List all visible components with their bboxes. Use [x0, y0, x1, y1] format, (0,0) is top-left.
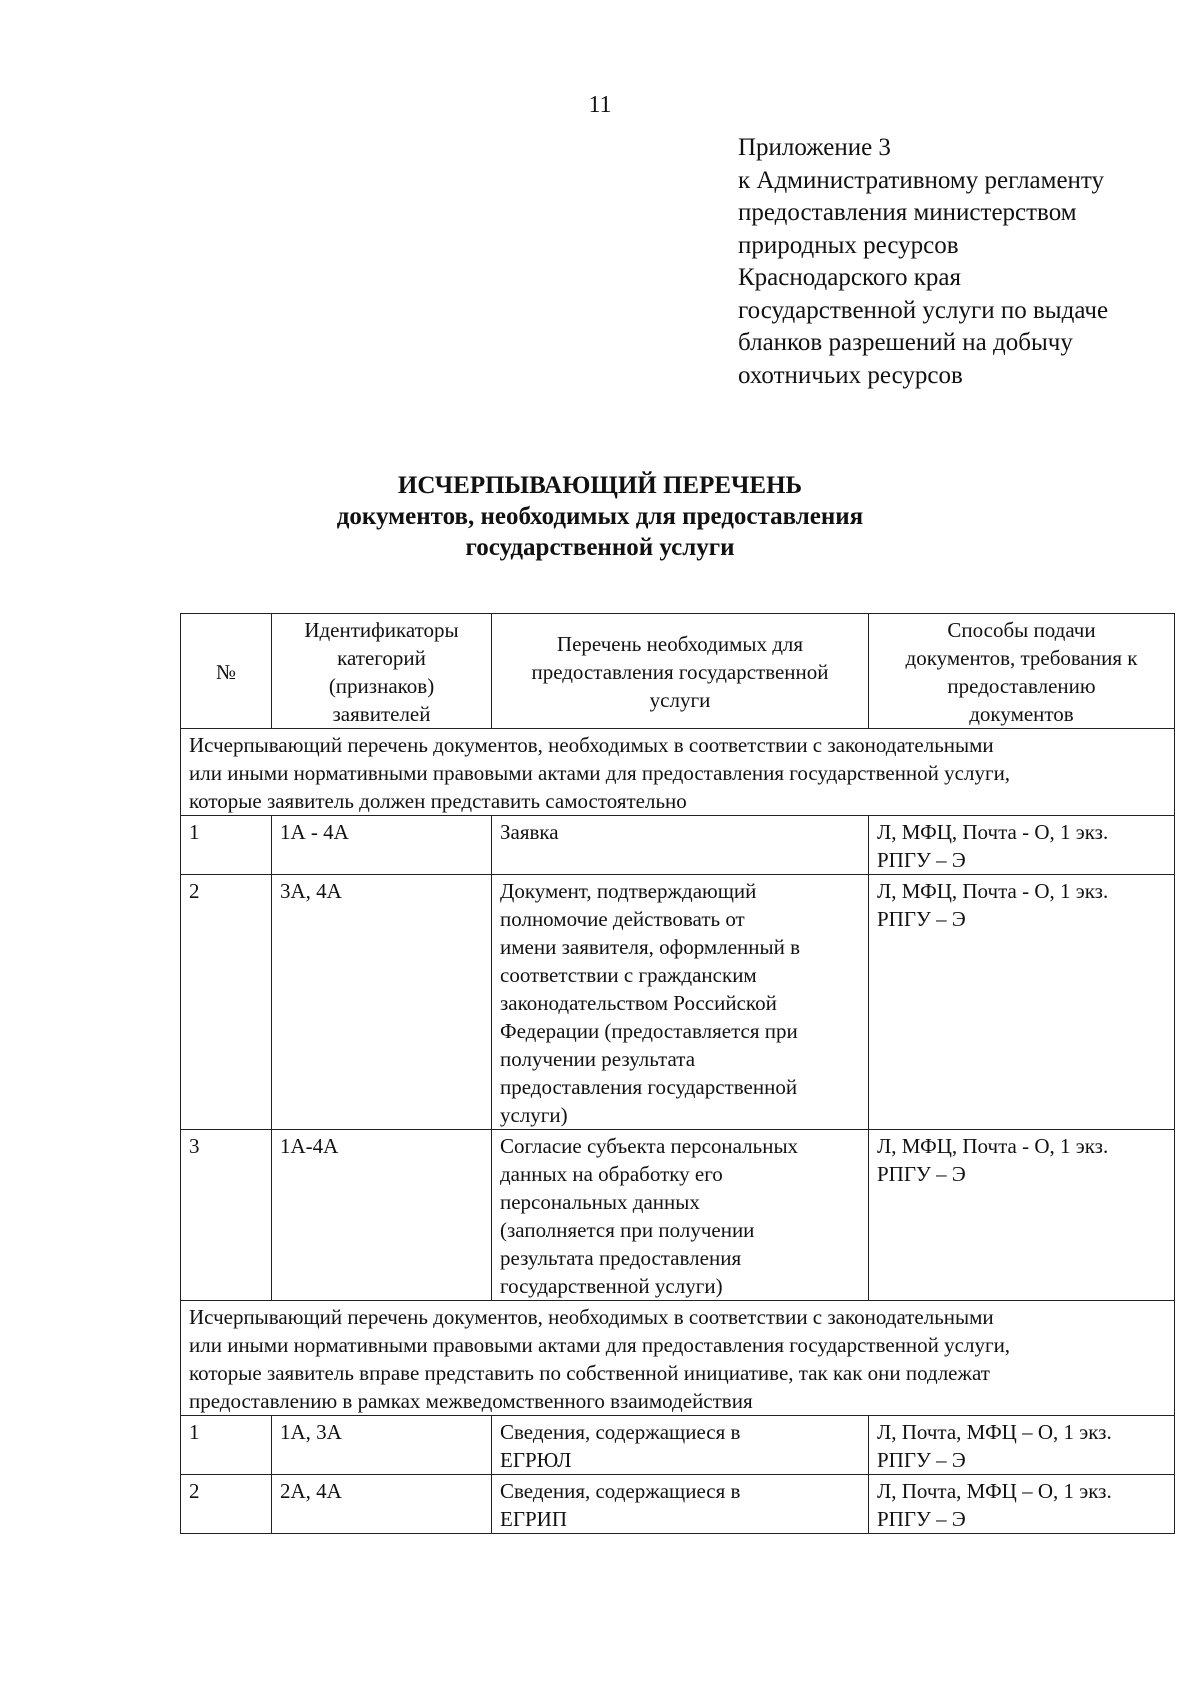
method-line: Л, Почта, МФЦ – О, 1 экз. [877, 1479, 1112, 1503]
row-method [869, 1416, 1175, 1475]
header-methods [869, 614, 1175, 729]
title-line: государственной услуги [465, 534, 735, 561]
document-line: полномочие действовать от [500, 907, 745, 931]
table-row [181, 816, 1175, 875]
appendix-line: Приложение 3 [738, 134, 891, 161]
header-line: предоставлению [947, 674, 1096, 698]
document-line: законодательством Российской [500, 991, 777, 1015]
section-line: которые заявитель должен представить самостоятельно [189, 789, 687, 813]
section-row [181, 1301, 1175, 1416]
section-line: Исчерпывающий перечень документов, необходимых в соответствии с законодательными [189, 733, 994, 757]
method-line: Л, МФЦ, Почта - О, 1 экз. [877, 820, 1109, 844]
method-line: Л, МФЦ, Почта - О, 1 экз. [877, 1134, 1109, 1158]
table-row [181, 1130, 1175, 1301]
row-identifiers: 2А, 4А [272, 1475, 492, 1534]
method-line: РПГУ – Э [877, 1162, 966, 1186]
row-method [869, 1130, 1175, 1301]
row-document [492, 1475, 869, 1534]
method-line: РПГУ – Э [877, 1448, 966, 1472]
method-line: РПГУ – Э [877, 1507, 966, 1531]
section-line: предоставлению в рамках межведомственного взаимодействия [189, 1389, 753, 1413]
row-document [492, 1416, 869, 1475]
title-line: ИСЧЕРПЫВАЮЩИЙ ПЕРЕЧЕНЬ [397, 472, 803, 499]
header-identifiers [272, 614, 492, 729]
appendix-line: предоставления министерством [738, 199, 1077, 226]
section-line: или иными нормативными правовыми актами для предоставления государственной услуги, [189, 1333, 1011, 1357]
documents-table [180, 613, 1175, 1534]
document-line: соответствии с гражданским [500, 963, 757, 987]
section-line: которые заявитель вправе представить по собственной инициативе, так как они подлежат [189, 1361, 990, 1385]
row-number: 1 [181, 1416, 272, 1475]
table-row [181, 1475, 1175, 1534]
method-line: Л, Почта, МФЦ – О, 1 экз. [877, 1420, 1112, 1444]
document-line: услуги) [500, 1103, 568, 1127]
table-row [181, 875, 1175, 1130]
document-line: предоставления государственной [500, 1075, 798, 1099]
header-documents [492, 614, 869, 729]
header-line: категорий [337, 646, 426, 670]
document-line: Заявка [500, 820, 559, 844]
document-line: Федерации (предоставляется при [500, 1019, 798, 1043]
row-identifiers: 1А, 3А [272, 1416, 492, 1475]
row-identifiers: 3А, 4А [272, 875, 492, 1130]
row-method [869, 875, 1175, 1130]
document-line: получении результата [500, 1047, 696, 1071]
document-line: (заполняется при получении [500, 1218, 755, 1242]
row-document [492, 1130, 869, 1301]
header-line: предоставления государственной [531, 660, 829, 684]
appendix-line: Краснодарского края [738, 264, 961, 291]
row-number: 2 [181, 1475, 272, 1534]
document-title [0, 470, 1200, 563]
row-document [492, 816, 869, 875]
header-line: Идентификаторы [304, 618, 459, 642]
table-header-row [181, 614, 1175, 729]
section-row [181, 729, 1175, 816]
page-number: 11 [588, 92, 612, 118]
appendix-header [738, 132, 1108, 392]
header-line: № [215, 660, 237, 684]
header-line: документов, требования к [905, 646, 1138, 670]
section-line: Исчерпывающий перечень документов, необходимых в соответствии с законодательными [189, 1305, 994, 1329]
appendix-line: к Административному регламенту [738, 166, 1105, 194]
document-line: государственной услуги) [500, 1274, 723, 1298]
row-number: 1 [181, 816, 272, 875]
table-row [181, 1416, 1175, 1475]
appendix-line: природных ресурсов [738, 231, 959, 259]
row-identifiers: 1А - 4А [272, 816, 492, 875]
section-line: или иными нормативными правовыми актами для предоставления государственной услуги, [189, 761, 1011, 785]
appendix-line: охотничьих ресурсов [738, 361, 963, 389]
header-line: документов [969, 702, 1074, 726]
row-method [869, 816, 1175, 875]
method-line: РПГУ – Э [877, 907, 966, 931]
header-line: Способы подачи [947, 618, 1096, 642]
document-line: Согласие субъекта персональных [500, 1134, 799, 1158]
title-line: документов, необходимых для предоставления [336, 503, 864, 530]
method-line: РПГУ – Э [877, 848, 966, 872]
header-line: услуги [649, 688, 711, 712]
method-line: Л, МФЦ, Почта - О, 1 экз. [877, 879, 1109, 903]
row-identifiers: 1А-4А [272, 1130, 492, 1301]
row-number: 2 [181, 875, 272, 1130]
document-line: результата предоставления [500, 1246, 742, 1270]
document-line: Сведения, содержащиеся в [500, 1420, 741, 1444]
section-2-heading [181, 1301, 1175, 1416]
row-method [869, 1475, 1175, 1534]
header-line: (признаков) [328, 674, 435, 698]
document-line: Документ, подтверждающий [500, 879, 757, 903]
document-line: персональных данных [500, 1190, 700, 1214]
header-number [181, 614, 272, 729]
document-line: Сведения, содержащиеся в [500, 1479, 741, 1503]
header-line: заявителей [332, 702, 431, 726]
document-line: ЕГРИП [500, 1507, 567, 1531]
document-line: данных на обработку его [500, 1162, 723, 1186]
appendix-line: бланков разрешений на добычу [738, 329, 1073, 356]
document-line: ЕГРЮЛ [500, 1448, 572, 1472]
header-line: Перечень необходимых для [556, 632, 804, 656]
row-number: 3 [181, 1130, 272, 1301]
section-1-heading [181, 729, 1175, 816]
appendix-line: государственной услуги по выдаче [738, 296, 1109, 324]
row-document [492, 875, 869, 1130]
document-line: имени заявителя, оформленный в [500, 935, 801, 959]
